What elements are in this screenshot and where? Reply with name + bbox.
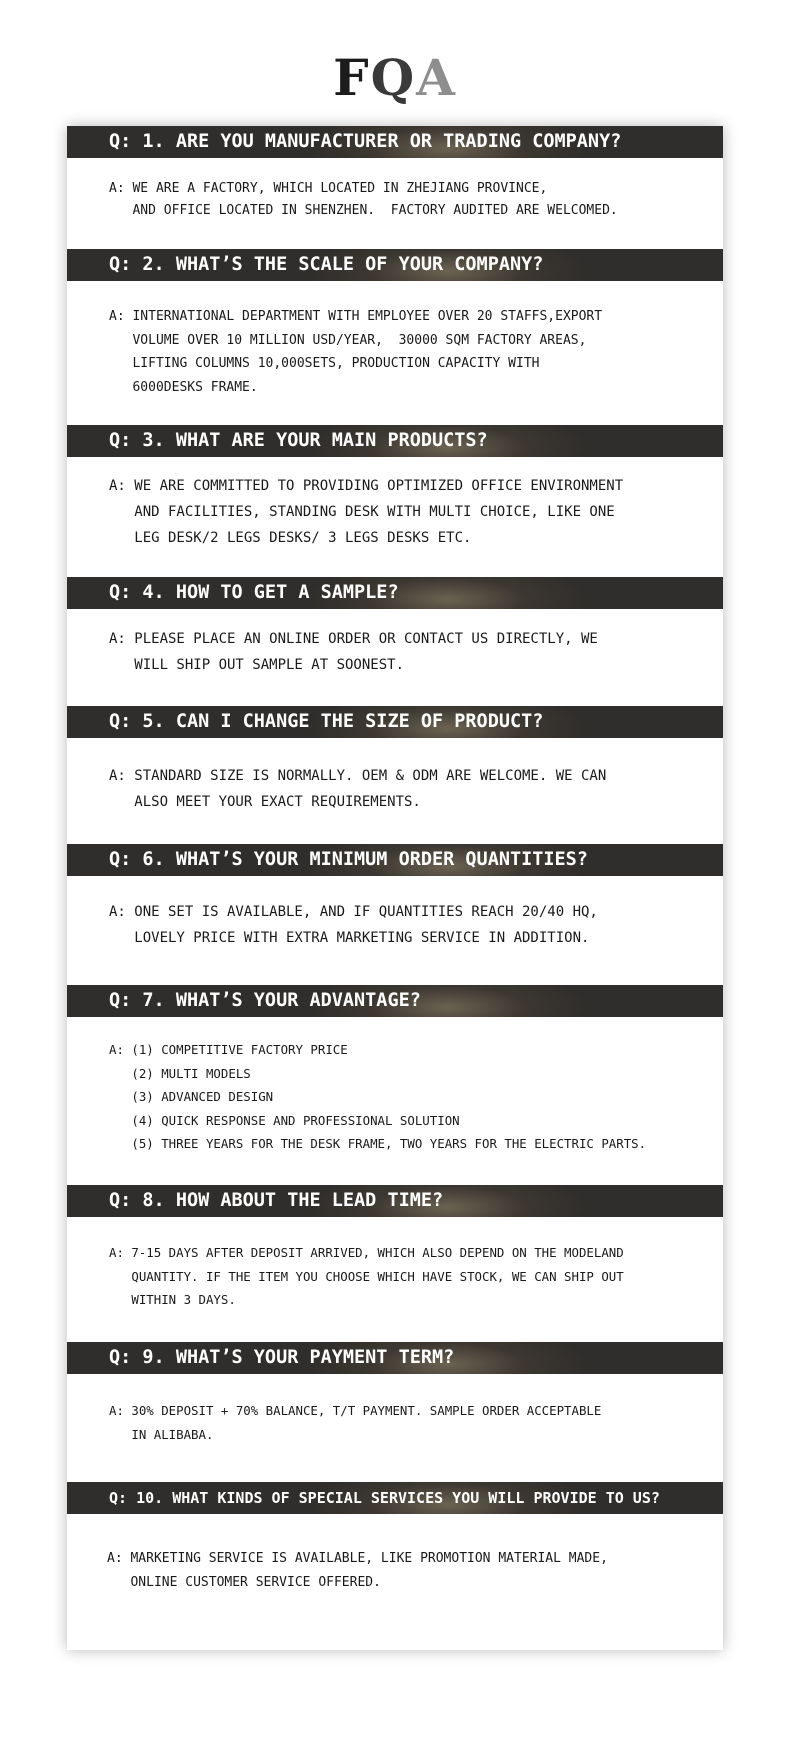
- faq-question-4: Q: 4. HOW TO GET A SAMPLE?: [109, 582, 399, 603]
- faq-card: [67, 126, 723, 1650]
- faq-question-bar-10: [67, 1482, 723, 1514]
- faq-question-10: Q: 10. WHAT KINDS OF SPECIAL SERVICES YOU WILL PROVIDE TO US?: [109, 1489, 660, 1507]
- faq-question-bar-4: [67, 577, 723, 609]
- faq-question-2: Q: 2. WHAT’S THE SCALE OF YOUR COMPANY?: [109, 254, 544, 275]
- faq-question-5: Q: 5. CAN I CHANGE THE SIZE OF PRODUCT?: [109, 711, 544, 732]
- faq-answer-2: A: INTERNATIONAL DEPARTMENT WITH EMPLOYEE OVER 20 STAFFS,EXPORT VOLUME OVER 10 MILLION USD/YEAR, 30000 SQM FACTORY AREAS, LIFTING COLUMNS 10,000SETS, PRODUCTION CAPACITY WITH 6000DESKS FRAME.: [109, 309, 603, 395]
- faq-answer-8: A: 7-15 DAYS AFTER DEPOSIT ARRIVED, WHICH ALSO DEPEND ON THE MODELAND QUANTITY. IF THE ITEM YOU CHOOSE WHICH HAVE STOCK, WE CAN SHIP OUT WITHIN 3 DAYS.: [109, 1245, 624, 1307]
- faq-question-bar-7: [67, 985, 723, 1017]
- faq-question-9: Q: 9. WHAT’S YOUR PAYMENT TERM?: [109, 1347, 455, 1368]
- faq-question-bar-9: [67, 1342, 723, 1374]
- faq-answer-1: A: WE ARE A FACTORY, WHICH LOCATED IN ZHEJIANG PROVINCE, AND OFFICE LOCATED IN SHENZHEN. FACTORY AUDITED ARE WELCOMED.: [109, 181, 618, 218]
- title-letter-a: A: [416, 48, 457, 107]
- title-letter-f: F: [333, 48, 371, 107]
- faq-question-7: Q: 7. WHAT’S YOUR ADVANTAGE?: [109, 990, 421, 1011]
- faq-answer-9: A: 30% DEPOSIT + 70% BALANCE, T/T PAYMENT. SAMPLE ORDER ACCEPTABLE IN ALIBABA.: [109, 1403, 602, 1442]
- faq-question-bar-6: [67, 844, 723, 876]
- faq-question-bar-1: [67, 126, 723, 158]
- faq-question-bar-8: [67, 1185, 723, 1217]
- faq-answer-6: A: ONE SET IS AVAILABLE, AND IF QUANTITIES REACH 20/40 HQ, LOVELY PRICE WITH EXTRA MARKETING SERVICE IN ADDITION.: [109, 904, 598, 946]
- faq-question-6: Q: 6. WHAT’S YOUR MINIMUM ORDER QUANTITIES?: [109, 849, 588, 870]
- faq-question-bar-2: [67, 249, 723, 281]
- faq-question-3: Q: 3. WHAT ARE YOUR MAIN PRODUCTS?: [109, 430, 488, 451]
- faq-answer-5: A: STANDARD SIZE IS NORMALLY. OEM & ODM ARE WELCOME. WE CAN ALSO MEET YOUR EXACT REQUIREMENTS.: [109, 768, 607, 810]
- title-letter-q: Q: [370, 48, 417, 107]
- faq-answer-7: A: (1) COMPETITIVE FACTORY PRICE (2) MULTI MODELS (3) ADVANCED DESIGN (4) QUICK RESPONSE AND PROFESSIONAL SOLUTION (5) THREE YEARS FOR THE DESK FRAME, TWO YEARS FOR THE ELECTRIC PARTS.: [109, 1042, 647, 1151]
- faq-question-8: Q: 8. HOW ABOUT THE LEAD TIME?: [109, 1190, 444, 1211]
- faq-answer-4: A: PLEASE PLACE AN ONLINE ORDER OR CONTACT US DIRECTLY, WE WILL SHIP OUT SAMPLE AT SOONEST.: [109, 631, 598, 673]
- faq-answer-10: A: MARKETING SERVICE IS AVAILABLE, LIKE PROMOTION MATERIAL MADE, ONLINE CUSTOMER SERVICE OFFERED.: [107, 1551, 608, 1590]
- faq-question-bar-5: [67, 706, 723, 738]
- page-title: [0, 48, 790, 108]
- faq-answer-3: A: WE ARE COMMITTED TO PROVIDING OPTIMIZED OFFICE ENVIRONMENT AND FACILITIES, STANDING DESK WITH MULTI CHOICE, LIKE ONE LEG DESK/2 LEGS DESKS/ 3 LEGS DESKS ETC.: [109, 478, 624, 546]
- faq-question-bar-3: [67, 425, 723, 457]
- faq-question-1: Q: 1. ARE YOU MANUFACTURER OR TRADING COMPANY?: [109, 131, 622, 152]
